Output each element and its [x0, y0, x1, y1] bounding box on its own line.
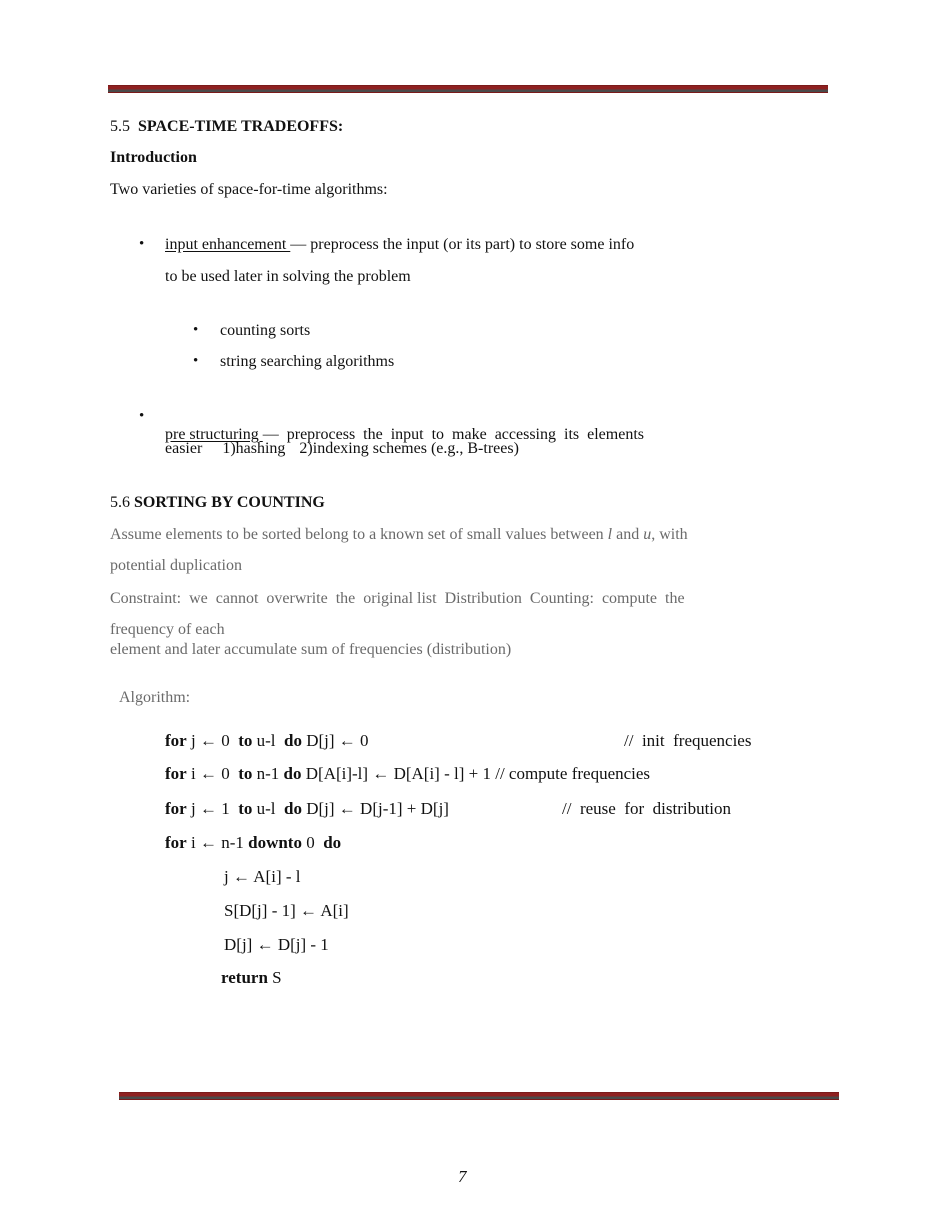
bullet-text: — preprocess the input (or its part) to store some info — [290, 236, 635, 253]
algorithm-label: Algorithm: — [119, 689, 191, 706]
bullet-input-enhancement — [165, 236, 634, 254]
footer-rule — [119, 1092, 839, 1100]
section-number: 5.5 — [110, 118, 130, 135]
term-input-enhancement: input enhancement — [165, 236, 291, 253]
bullet-dot: • — [139, 408, 145, 424]
sub-bullet-dot: • — [193, 322, 199, 338]
code-text: D[j] ← D[j-1] + D[j] — [301, 799, 449, 818]
paragraph-constraint — [110, 590, 685, 608]
text: Assume elements to be sorted belong to a known set of small values between — [110, 526, 608, 543]
keyword: to — [238, 764, 253, 783]
text-indexing: 2)indexing schemes (e.g., B-trees) — [299, 440, 519, 457]
code-text: D[j] ← 0 — [301, 731, 369, 750]
paragraph-constraint-cont: frequency of each — [110, 621, 225, 638]
text-hashing: 1)hashing — [222, 440, 286, 457]
bullet-pre-structuring — [165, 408, 644, 444]
keyword: do — [283, 764, 302, 783]
text-easier: easier — [165, 440, 203, 457]
bullet-continuation: to be used later in solving the problem — [165, 268, 411, 285]
keyword: for — [165, 764, 187, 783]
keyword: for — [165, 799, 187, 818]
keyword: for — [165, 731, 187, 750]
page-number: 7 — [458, 1167, 467, 1186]
bullet-dot: • — [139, 236, 145, 252]
var-l: l — [607, 526, 613, 543]
code-line-4 — [165, 833, 341, 853]
keyword: do — [323, 833, 342, 852]
code-line-6: S[D[j] - 1] ← A[i] — [224, 901, 349, 920]
bullet-continuation — [165, 440, 519, 458]
section-55-heading — [110, 118, 343, 136]
var-u: u — [643, 526, 652, 543]
text: and — [612, 526, 644, 543]
text: list Distribution Counting: compute the — [417, 590, 685, 607]
text: Constraint: we cannot overwrite the original — [110, 590, 414, 607]
code-line-1 — [165, 731, 369, 751]
code-text: i ← n-1 — [186, 833, 249, 852]
code-text: D[A[i]-l] ← D[A[i] - l] + 1 // compute frequencies — [301, 764, 651, 783]
code-text: j ← 1 — [186, 799, 239, 818]
paragraph-assume-cont: potential duplication — [110, 557, 242, 574]
code-line-3 — [165, 799, 449, 819]
paragraph-constraint-cont: element and later accumulate sum of frequencies (distribution) — [110, 641, 512, 658]
header-rule — [108, 85, 828, 93]
term-pre-structuring: pre structuring — [165, 426, 263, 443]
code-text: j ← 0 — [186, 731, 239, 750]
code-line-5: j ← A[i] - l — [224, 867, 301, 886]
section-title: SPACE-TIME TRADEOFFS: — [138, 118, 344, 135]
section-title: SORTING BY COUNTING — [134, 494, 325, 511]
code-line-2 — [165, 764, 650, 784]
paragraph-assume — [110, 526, 780, 544]
code-text: 0 — [301, 833, 324, 852]
section-56-heading — [110, 494, 325, 512]
code-line-7: D[j] ← D[j] - 1 — [224, 935, 329, 954]
text: , with — [651, 526, 688, 543]
bullet-text: — preprocess the input to make accessing its elements — [262, 426, 644, 443]
sub-bullet-dot: • — [193, 353, 199, 369]
code-text: u-l — [252, 799, 285, 818]
keyword: do — [284, 799, 302, 818]
keyword: for — [165, 833, 187, 852]
code-line-8 — [221, 968, 282, 988]
intro-paragraph: Two varieties of space-for-time algorithms: — [110, 181, 388, 198]
keyword: return — [221, 968, 268, 987]
keyword: downto — [248, 833, 302, 852]
sub-item-counting-sorts: counting sorts — [220, 322, 311, 339]
code-text: S — [267, 968, 282, 987]
keyword: to — [238, 799, 253, 818]
keyword: to — [238, 731, 253, 750]
code-comment-1: // init frequencies — [624, 731, 752, 750]
subheading-introduction: Introduction — [110, 149, 197, 166]
code-text: n-1 — [252, 764, 284, 783]
keyword: do — [284, 731, 302, 750]
code-text: i ← 0 — [186, 764, 239, 783]
sub-item-string-searching: string searching algorithms — [220, 353, 395, 370]
code-text: u-l — [252, 731, 285, 750]
section-number: 5.6 — [110, 494, 130, 511]
code-comment-3: // reuse for distribution — [562, 799, 732, 818]
